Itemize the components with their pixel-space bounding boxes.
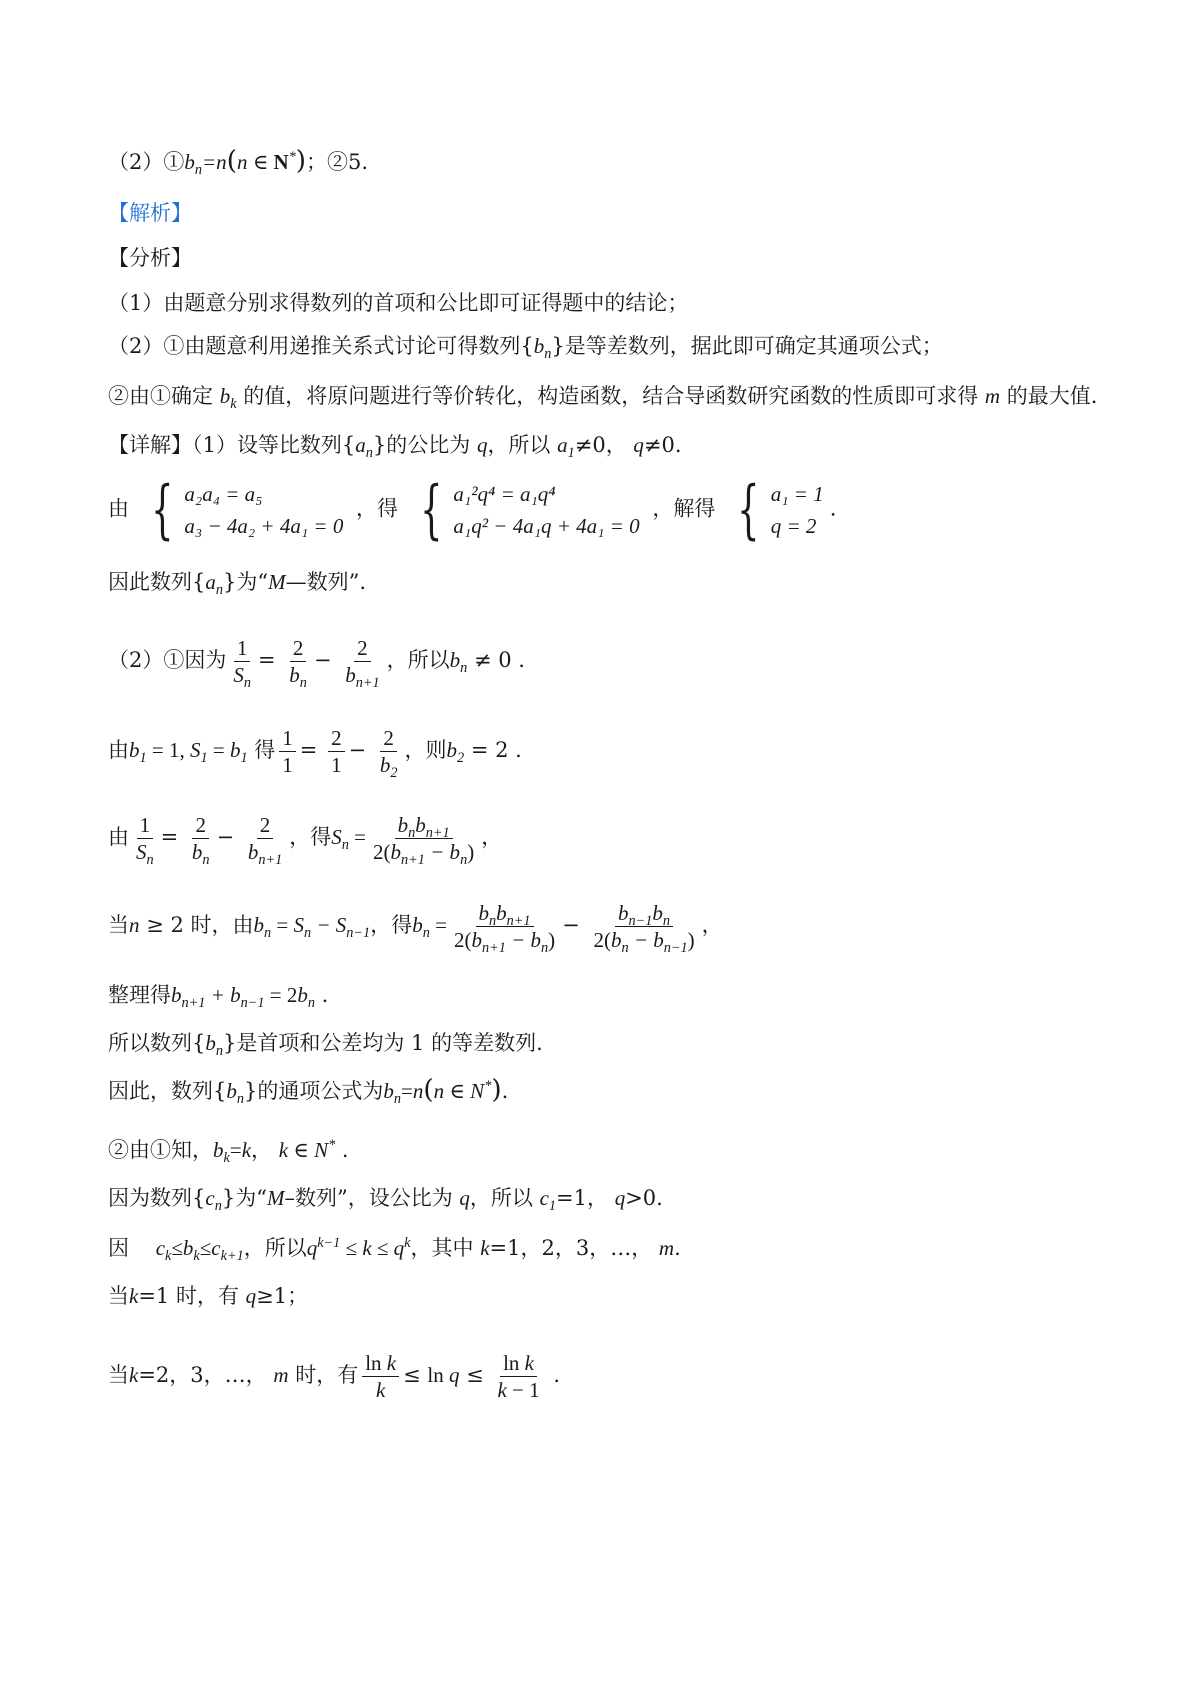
yin-line: 因 $c_k\le b_k\le c_{k+1}$，所以$q^{k-1} \le k \le q^k$，其中 k=1，2，3，…， m.	[108, 1235, 681, 1265]
k-in-N: k ∈ N*	[278, 1137, 336, 1162]
answer-part2	[108, 146, 368, 177]
dang-b: ≥ 2 时，由	[146, 913, 254, 937]
bn-diff: $b_n = S_n - S_{n-1}$	[253, 913, 371, 942]
dang-line: 当n ≥ 2 时，由$b_n = S_n - S_{n-1}$，得$b_n$ = $\frac{b_nb_{n+1}}{2(b_{n+1} - b_n)}$ − $\frac{b_{n-1}b_n}{2(b_n - b_{n-1})}$ ，	[108, 901, 723, 957]
dang-c: ，得	[370, 913, 413, 937]
sn-you: 由	[108, 825, 129, 849]
m-symbol-3: m	[273, 1363, 289, 1387]
detail-1a: （1）设等比数列{	[192, 433, 356, 457]
frac-2-b2: $\frac{2}{b_2}$	[379, 726, 398, 782]
k2-line: 当k=2，3，…， m 时，有 $\frac{\text{ln k}}{k}$ ≤ ln q ≤ $\frac{\text{ln k}}{k - 1}$ .	[108, 1351, 560, 1402]
frac-2-bn1: $\frac{2}{b_{n+1}}$	[345, 636, 380, 692]
bn-symbol-4: $b_n$	[205, 1031, 224, 1060]
cn-symbol: $c_n$	[205, 1186, 222, 1215]
yinci-b: }的通项公式为	[244, 1079, 384, 1103]
system-1: { a₂a₄ = a₅ a₃ − 4a₂ + 4a₁ = 0	[150, 473, 344, 547]
k-symbol-3: k	[129, 1363, 139, 1387]
analysis-3b: 的值，将原问题进行等价转化，构造函数，结合导函数研究函数的性质即可求得	[243, 384, 979, 408]
bn-symbol-5: $b_n$	[226, 1079, 245, 1108]
analysis-3c: 的最大值.	[1006, 384, 1098, 408]
suoyi-a: 所以数列{	[108, 1031, 206, 1055]
analysis-3a: ②由①确定	[108, 384, 213, 408]
yin-d: =1，2，3，…，	[489, 1236, 653, 1260]
m-symbol: m	[984, 384, 1001, 408]
answer-eq: =n	[202, 150, 227, 174]
bk-symbol: $b_k$	[219, 384, 237, 413]
sys-you: 由	[108, 496, 129, 521]
period: .	[829, 496, 837, 521]
bn-symbol-3: $b_n$ =	[412, 913, 447, 942]
k1-b: =1 时，有	[138, 1284, 239, 1308]
frac-1-sn: $\frac{1}{S_n}$	[233, 636, 252, 692]
analysis-line-1: （1）由题意分别求得数列的首项和公比即可证得题中的结论；	[108, 291, 689, 315]
dang-a: 当	[108, 913, 129, 937]
analysis-line-3	[108, 381, 1097, 411]
cn-a: 因为数列{	[108, 1186, 206, 1210]
m-symbol-2: m	[658, 1236, 675, 1260]
frac-2-bn-2: $\frac{2}{b_n}$	[191, 813, 210, 869]
an-symbol: $a_n$	[355, 433, 373, 462]
zhi-line: ②由①知，$b_k=k$， k ∈ N* .	[108, 1137, 349, 1167]
detail-label: 【详解】	[108, 433, 192, 457]
cn-d: ，所以	[469, 1186, 533, 1210]
q-symbol-2: q	[633, 433, 644, 457]
sys-jiede: ，解得	[652, 496, 716, 521]
k2-b: =2，3，…，	[138, 1363, 267, 1387]
q-symbol: q	[476, 433, 488, 457]
q-symbol-3: q	[459, 1186, 470, 1210]
sys-de: ，得	[356, 496, 399, 521]
an-symbol-2: $a_n$	[205, 570, 224, 599]
b1-then: ，则	[404, 738, 447, 762]
frac-1-1: $\frac{1}{1}$	[279, 725, 296, 778]
detail-1b: }的公比为	[372, 433, 471, 457]
sys2-row2: a₁q² − 4a₁q + 4a₁ = 0	[453, 514, 640, 538]
paren-open-2: (	[423, 1075, 434, 1105]
k2-end: .	[553, 1363, 560, 1387]
k1-c: ≥1；	[256, 1284, 309, 1308]
frac-1-sn-2: $\frac{1}{S_n}$	[136, 813, 154, 869]
paren-close: )	[295, 146, 307, 176]
bn-symbol-2: $b_n$	[449, 648, 468, 677]
analysis-2a: （2）①由题意利用递推关系式讨论可得数列{	[108, 334, 534, 358]
b1-line: 由$b_1 = 1$, $S_1 = b_1$ 得 $\frac{1}{1}$ = $\frac{2}{1}$ − $\frac{2}{b_2}$ ，则$b_2 = 2$ .	[108, 726, 522, 782]
cn-b: }为“	[221, 1186, 267, 1210]
zhengli-text: 整理得	[108, 983, 171, 1007]
system-2: { a₁²q⁴ = a₁q⁴ a₁q² − 4a₁q + 4a₁ = 0	[419, 473, 640, 547]
q-ineq: $q^{k-1} \le k \le q^k$	[306, 1235, 411, 1260]
part2-1c: ≠ 0 .	[473, 648, 525, 672]
conclude-1c: —数列”.	[285, 570, 367, 594]
suoyi-line	[108, 1028, 543, 1058]
zhengli-line: 整理得$b_{n+1} + b_{n-1} = 2b_n$ .	[108, 983, 329, 1012]
frac-sn-formula: $\frac{b_nb_{n+1}}{2(b_{n+1} - b_n)}$	[372, 813, 475, 869]
b1-def: $b_1 = 1$, $S_1 = b_1$	[129, 738, 248, 767]
b2-symbol: $b_2$	[446, 738, 465, 767]
M-symbol-2: M	[266, 1186, 285, 1210]
systems-line	[108, 473, 837, 547]
M-symbol: M	[268, 570, 286, 594]
sn-line: 由 $\frac{1}{S_n}$ = $\frac{2}{b_n}$ − $\frac{2}{b_{n+1}}$ ，得$S_n$ = $\frac{b_nb_{n+1}}{2(b_{n+1} - b_n)}$ ，	[108, 813, 503, 869]
fenxi-heading: 【分析】	[108, 246, 192, 270]
paren-close-2: )	[491, 1075, 502, 1105]
cn-c: –数列”，设公比为	[284, 1186, 453, 1210]
sys1-row2: a₃ − 4a₂ + 4a₁ = 0	[184, 514, 344, 538]
detail-line-1	[108, 430, 682, 460]
b1-you: 由	[108, 738, 129, 762]
answer-domain: n ∈ N*	[236, 149, 296, 174]
part2-1b: ，所以	[386, 648, 450, 672]
yin-c: ，其中	[410, 1236, 474, 1260]
ck-chain: $c_k\le b_k\le c_{k+1}$	[155, 1236, 244, 1265]
detail-1e: ≠0.	[643, 433, 682, 457]
frac-2-bn1-2: $\frac{2}{b_{n+1}}$	[247, 813, 283, 869]
system-3: { a₁ = 1 q = 2	[737, 473, 824, 547]
analysis-2b: }是等差数列，据此即可确定其通项公式；	[551, 334, 943, 358]
b1-result: = 2 .	[470, 738, 522, 762]
sys2-row1: a₁²q⁴ = a₁q⁴	[453, 482, 556, 506]
conclude-1a: 因此数列{	[108, 570, 206, 594]
part2-line-1: （2）①因为 $\frac{1}{S_n}$ = $\frac{2}{b_n}$ − $\frac{2}{b_{n+1}}$ ，所以$b_n \ne 0$ .	[108, 636, 525, 692]
yinci-a: 因此，数列{	[108, 1079, 227, 1103]
frac-bn-right: $\frac{b_{n-1}b_n}{2(b_n - b_{n-1})}$	[593, 901, 695, 957]
suoyi-b: }是首项和公差均为 1 的等差数列.	[223, 1031, 543, 1055]
k1-line	[108, 1281, 308, 1311]
answer-tail: ；②5.	[306, 150, 369, 174]
frac-lnk-k: $\frac{\text{ln k}}{k}$	[362, 1350, 399, 1403]
k2-c: 时，有	[295, 1363, 359, 1387]
frac-bn-left: $\frac{b_nb_{n+1}}{2(b_{n+1} - b_n)}$	[453, 901, 556, 957]
n-in-N: n ∈ N*	[433, 1078, 492, 1103]
a1-symbol: $a_1$	[557, 433, 575, 462]
paren-open: (	[226, 146, 237, 176]
cn-f: >0.	[625, 1186, 663, 1210]
cn-e: =1，	[556, 1186, 609, 1210]
cn-line	[108, 1183, 663, 1213]
frac-lnk-k1: $\frac{\text{ln k}}{k - 1}$	[497, 1351, 540, 1402]
b1-de: 得	[254, 738, 276, 762]
q-symbol-4: q	[614, 1186, 626, 1210]
zhi-a: ②由①知，	[108, 1138, 213, 1162]
conclude-1b: }为“	[223, 570, 269, 594]
bn-symbol: $b_n$	[533, 334, 552, 363]
frac-2-bn: $\frac{2}{b_n}$	[289, 636, 307, 692]
bk-eq-k: $b_k=k$	[213, 1138, 252, 1167]
zhi-b: ，	[251, 1138, 273, 1162]
ln-q: ln q	[427, 1363, 460, 1387]
k2-a: 当	[108, 1363, 129, 1387]
q-symbol-5: q	[245, 1284, 257, 1308]
answer-b: $b_n$	[184, 150, 203, 179]
yin-b: ，所以	[243, 1236, 307, 1260]
jiexi-heading: 【解析】	[108, 201, 192, 225]
answer-prefix: （2）①	[108, 150, 185, 174]
conclude-1	[108, 567, 366, 597]
analysis-line-2	[108, 331, 943, 361]
k-symbol: k	[480, 1236, 490, 1260]
k-symbol-2: k	[129, 1284, 139, 1308]
yinci-line: 因此，数列$\{b_n\}$的通项公式为$b_n=n(n$ ∈ N*).	[108, 1075, 509, 1108]
k1-a: 当	[108, 1284, 129, 1308]
sn-de: ，得	[289, 825, 332, 849]
sn-symbol: $S_n$ =	[331, 825, 366, 854]
sys3-row2: q = 2	[770, 514, 817, 538]
c1-symbol: $c_1$	[539, 1186, 557, 1215]
sys1-row1: a₂a₄ = a₅	[184, 482, 263, 506]
detail-1c: ，所以	[487, 433, 551, 457]
frac-2-1: $\frac{2}{1}$	[328, 725, 345, 778]
detail-1d: ≠0，	[574, 433, 627, 457]
n-symbol: n	[129, 913, 140, 937]
sys3-row1: a₁ = 1	[770, 482, 824, 506]
yin-a: 因	[108, 1236, 129, 1260]
recurrence: $b_{n+1} + b_{n-1} = 2b_n$	[171, 983, 315, 1012]
bn-formula: $b_n=n$	[383, 1079, 424, 1108]
part2-1a: （2）①因为	[108, 648, 227, 672]
